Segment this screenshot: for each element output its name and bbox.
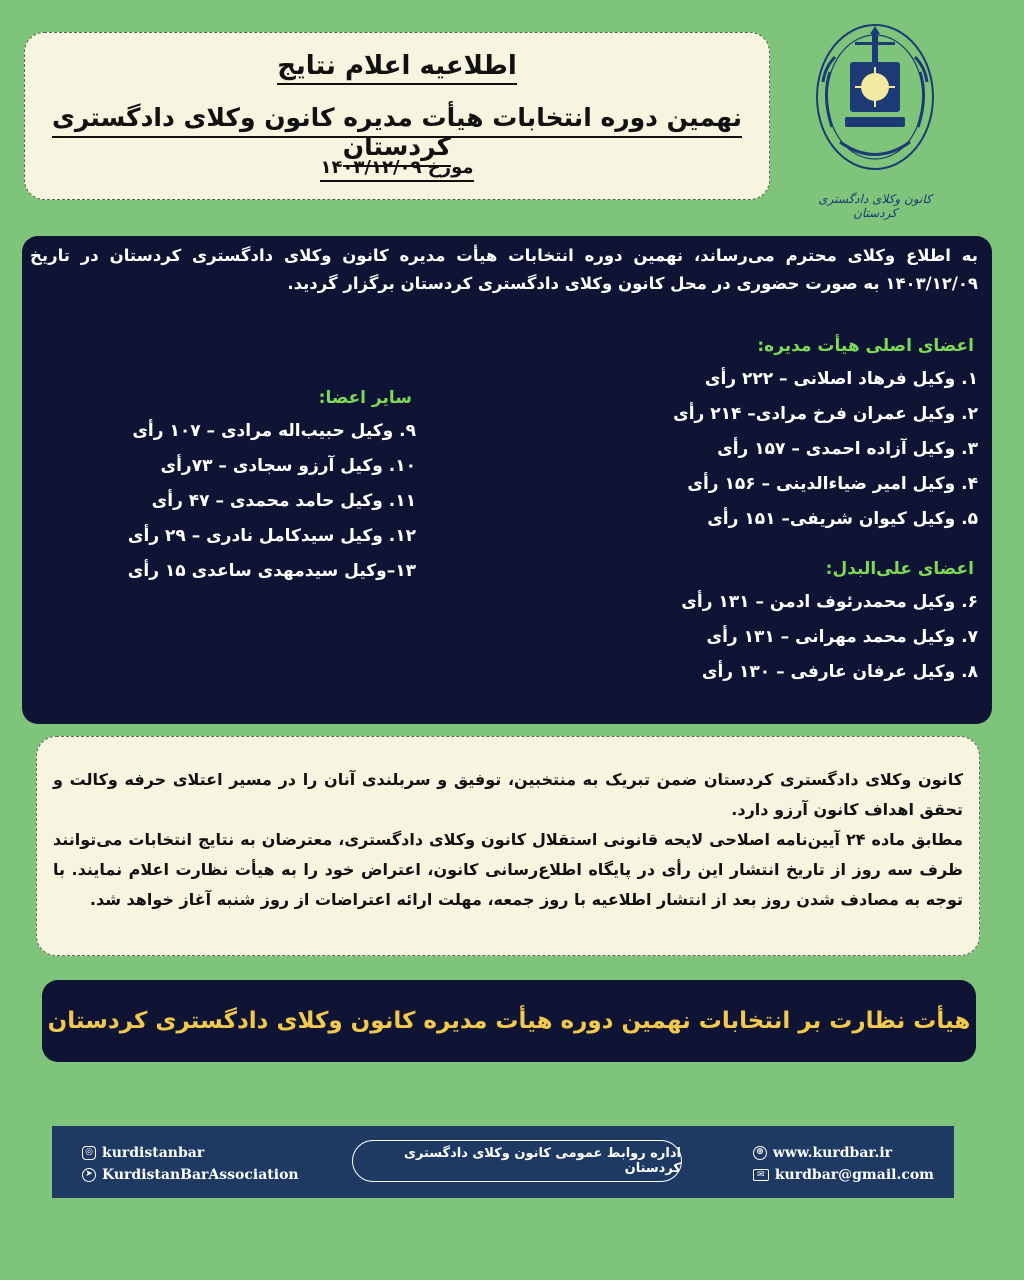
list-item: ۱۰. وکیل آرزو سجادی – ۷۳رأی [160,456,416,476]
objection-paragraph: مطابق ماده ۲۴ آیین‌نامه اصلاحی لایحه قانونی استقلال کانون وکلای دادگستری، معترضان به نتایج انتخابات می‌توانند ظرف سه روز از تاریخ انتشار این رأی در پایگاه اطلاع‌رسانی کانون، اعتراض خود را به هیأت نظارت اعلام نمایند. با توجه به مصادف شدن روز بعد از انتشار اطلاعیه با روز جمعه، مهلت ارائه اعتراضات از روز شنبه آغاز خواهد شد. [53,830,963,909]
list-item: ۱۳–وکیل سیدمهدی ساعدی ۱۵ رأی [127,561,416,581]
list-item: ۱. وکیل فرهاد اصلانی – ۲۲۲ رأی [704,369,978,389]
other-members-title: سایر اعضا: [318,388,412,408]
list-item: ۷. وکیل محمد مهرانی – ۱۳۱ رأی [706,627,978,647]
list-item: ۶. وکیل محمدرئوف ادمن – ۱۳۱ رأی [681,592,978,612]
list-item: ۵. وکیل کیوان شریفی– ۱۵۱ رأی [707,509,978,529]
board-members-column [558,336,978,690]
footer [52,1126,954,1198]
website-link[interactable]: ⊕ www.kurdbar.ir [753,1142,934,1164]
other-members-column [86,388,416,589]
list-item: ۱۲. وکیل سیدکامل نادری – ۲۹ رأی [127,526,416,546]
supervisory-board-banner [42,980,976,1062]
notice-box [36,736,980,956]
announcement-date: مورخ ۱۴۰۳/۱۲/۰۹ [320,157,473,182]
logo-caption: کانون وکلای دادگستری کردستان [818,192,932,220]
emblem-icon [800,12,950,192]
mail-icon: ✉ [753,1169,769,1181]
bar-association-logo [800,12,950,222]
list-item: ۸. وکیل عرفان عارفی – ۱۳۰ رأی [701,662,978,682]
public-relations-label: اداره روابط عمومی کانون وکلای دادگستری کردستان [352,1140,682,1182]
congratulation-paragraph: کانون وکلای دادگستری کردستان ضمن تبریک به منتخبین، توفیق و سربلندی آنان را در مسیر اعتلای حرفه وکالت و تحقق اهداف کانون آرزو دارد. [53,770,963,819]
list-item: ۲. وکیل عمران فرخ مرادی– ۲۱۴ رأی [673,404,978,424]
telegram-icon: ➤ [82,1168,96,1182]
alternate-members-title: اعضای علی‌البدل: [825,559,974,579]
intro-text: به اطلاع وکلای محترم می‌رساند، نهمین دوره انتخابات هیأت مدیره کانون وکلای دادگستری کردستان در تاریخ ۱۴۰۳/۱۲/۰۹ به صورت حضوری در محل کانون وکلای دادگستری کردستان برگزار گردید. [30,246,978,293]
page-title: اطلاعیه اعلام نتایج [277,51,517,85]
email-link[interactable]: ✉ kurdbar@gmail.com [753,1164,934,1186]
instagram-icon: ◎ [82,1146,96,1160]
page-subtitle: نهمین دوره انتخابات هیأت مدیره کانون وکلای دادگستری کردستان [52,103,742,167]
list-item: ۹. وکیل حبیب‌اله مرادی – ۱۰۷ رأی [132,421,416,441]
header-box [24,32,770,200]
globe-icon: ⊕ [753,1146,767,1160]
instagram-link[interactable]: ◎ kurdistanbar [82,1142,299,1164]
list-item: ۴. وکیل امیر ضیاءالدینی – ۱۵۶ رأی [687,474,978,494]
principal-members-title: اعضای اصلی هیأت مدیره: [757,336,974,356]
banner-text: هیأت نظارت بر انتخابات نهمین دوره هیأت مدیره کانون وکلای دادگستری کردستان [47,1008,971,1034]
results-panel [22,236,992,724]
telegram-link[interactable]: ➤ KurdistanBarAssociation [82,1164,299,1186]
list-item: ۱۱. وکیل حامد محمدی – ۴۷ رأی [151,491,416,511]
list-item: ۳. وکیل آزاده احمدی – ۱۵۷ رأی [717,439,978,459]
